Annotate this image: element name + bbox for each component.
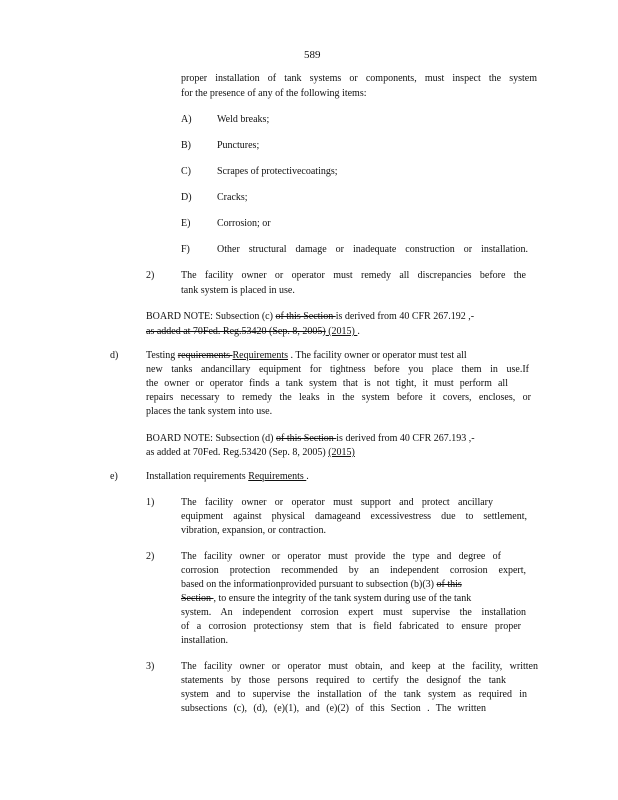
section-d-line-4: repairs necessary to remedy the leaks in the system before it covers, encloses, or (146, 392, 531, 403)
item-a-label: A) (181, 114, 192, 125)
e1-line-1: The facility owner or operator must support and protect ancillary (181, 497, 493, 508)
section-d-strike: requirements (177, 350, 233, 361)
board-note-d-line-2 (146, 447, 355, 459)
item-f-label: F) (181, 244, 190, 255)
board-note-c-line-2 (146, 326, 360, 338)
section-d-line-2: new tanks andancillary equipment for tightness before you place them in use.If (146, 364, 529, 375)
e2-line-3-pre: based on the informationprovided pursuant to subsection (b)(3) (181, 579, 437, 590)
e2-line-5: system. An independent corrosion expert must supervise the installation (181, 607, 526, 618)
section-e-under: Requirements (248, 471, 307, 482)
e3-label: 3) (146, 661, 155, 672)
e3-line-3: system and to supervise the installation of the tank system as required in (181, 689, 527, 700)
section-e-heading (146, 471, 309, 483)
c2-line-2: tank system is placed in use. (181, 285, 295, 296)
section-e-label: e) (110, 471, 118, 482)
board-note-d-year: (2015) (328, 447, 355, 458)
item-e-text: Corrosion; or (217, 218, 271, 229)
e2-line-7: installation. (181, 635, 228, 646)
e1-label: 1) (146, 497, 155, 508)
section-d-post: . The facility owner or operator must test all (288, 350, 467, 361)
e2-line-3 (181, 579, 462, 591)
board-note-c-year: (2015) (325, 326, 358, 337)
board-note-d-post: is derived from 40 CFR 267.193 ,- (336, 433, 475, 444)
item-d-label: D) (181, 192, 192, 203)
item-b-text: Punctures; (217, 140, 260, 151)
item-c-text: Scrapes of protectivecoatings; (217, 166, 338, 177)
board-note-c-pre: BOARD NOTE: Subsection (c) (146, 311, 276, 322)
intro-line-1: proper installation of tank systems or components, must inspect the system (181, 73, 537, 84)
page-number: 589 (304, 49, 321, 61)
board-note-c-strike-2: as added at 70Fed. Reg.53420 (Sep. 8, 2005) (146, 326, 326, 337)
section-d-line-3: the owner or operator finds a tank system that is not tight, it must perform all (146, 378, 508, 389)
c2-label: 2) (146, 270, 155, 281)
e2-line-6: of a corrosion protectionsy stem that is field fabricated to ensure proper (181, 621, 521, 632)
e1-line-2: equipment against physical damageand excessivestress due to settlement, (181, 511, 527, 522)
board-note-c-line-1 (146, 311, 474, 323)
board-note-c-strike: of this Section (275, 311, 336, 322)
board-note-d-strike: of this Section (276, 433, 337, 444)
section-d-pre: Testing (146, 350, 178, 361)
board-note-d-pre: BOARD NOTE: Subsection (d) (146, 433, 276, 444)
e2-line-4-post: , to ensure the integrity of the tank system during use of the tank (213, 593, 472, 604)
section-e-end: . (306, 471, 309, 482)
e2-line-1: The facility owner or operator must provide the type and degree of (181, 551, 501, 562)
board-note-c-post: is derived from 40 CFR 267.192 ,- (335, 311, 475, 322)
c2-line-1: The facility owner or operator must remedy all discrepancies before the (181, 270, 526, 281)
board-note-d-line-1 (146, 433, 475, 445)
board-note-c-end: . (357, 326, 360, 337)
e2-label: 2) (146, 551, 155, 562)
item-b-label: B) (181, 140, 191, 151)
item-c-label: C) (181, 166, 191, 177)
item-d-text: Cracks; (217, 192, 248, 203)
e1-line-3: vibration, expansion, or contraction. (181, 525, 326, 536)
board-note-d-plain: as added at 70Fed. Reg.53420 (Sep. 8, 2005) (146, 447, 329, 458)
e3-line-4: subsections (c), (d), (e)(1), and (e)(2) of this Section . The written (181, 703, 486, 714)
section-d-under: Requirements (232, 350, 289, 361)
section-e-pre: Installation requirements (146, 471, 249, 482)
e2-line-3-strike: of this (436, 579, 462, 590)
section-d-line-1 (146, 350, 467, 362)
item-f-text: Other structural damage or inadequate construction or installation. (217, 244, 528, 255)
intro-line-2: for the presence of any of the following items: (181, 88, 367, 99)
section-d-label: d) (110, 350, 119, 361)
e3-line-2: statements by those persons required to certify the designof the tank (181, 675, 506, 686)
e2-line-4-strike: Section (181, 593, 214, 604)
e2-line-4 (181, 593, 471, 605)
item-a-text: Weld breaks; (217, 114, 270, 125)
section-d-line-5: places the tank system into use. (146, 406, 273, 417)
e2-line-2: corrosion protection recommended by an independent corrosion expert, (181, 565, 526, 576)
item-e-label: E) (181, 218, 191, 229)
e3-line-1: The facility owner or operator must obtain, and keep at the facility, written (181, 661, 538, 672)
